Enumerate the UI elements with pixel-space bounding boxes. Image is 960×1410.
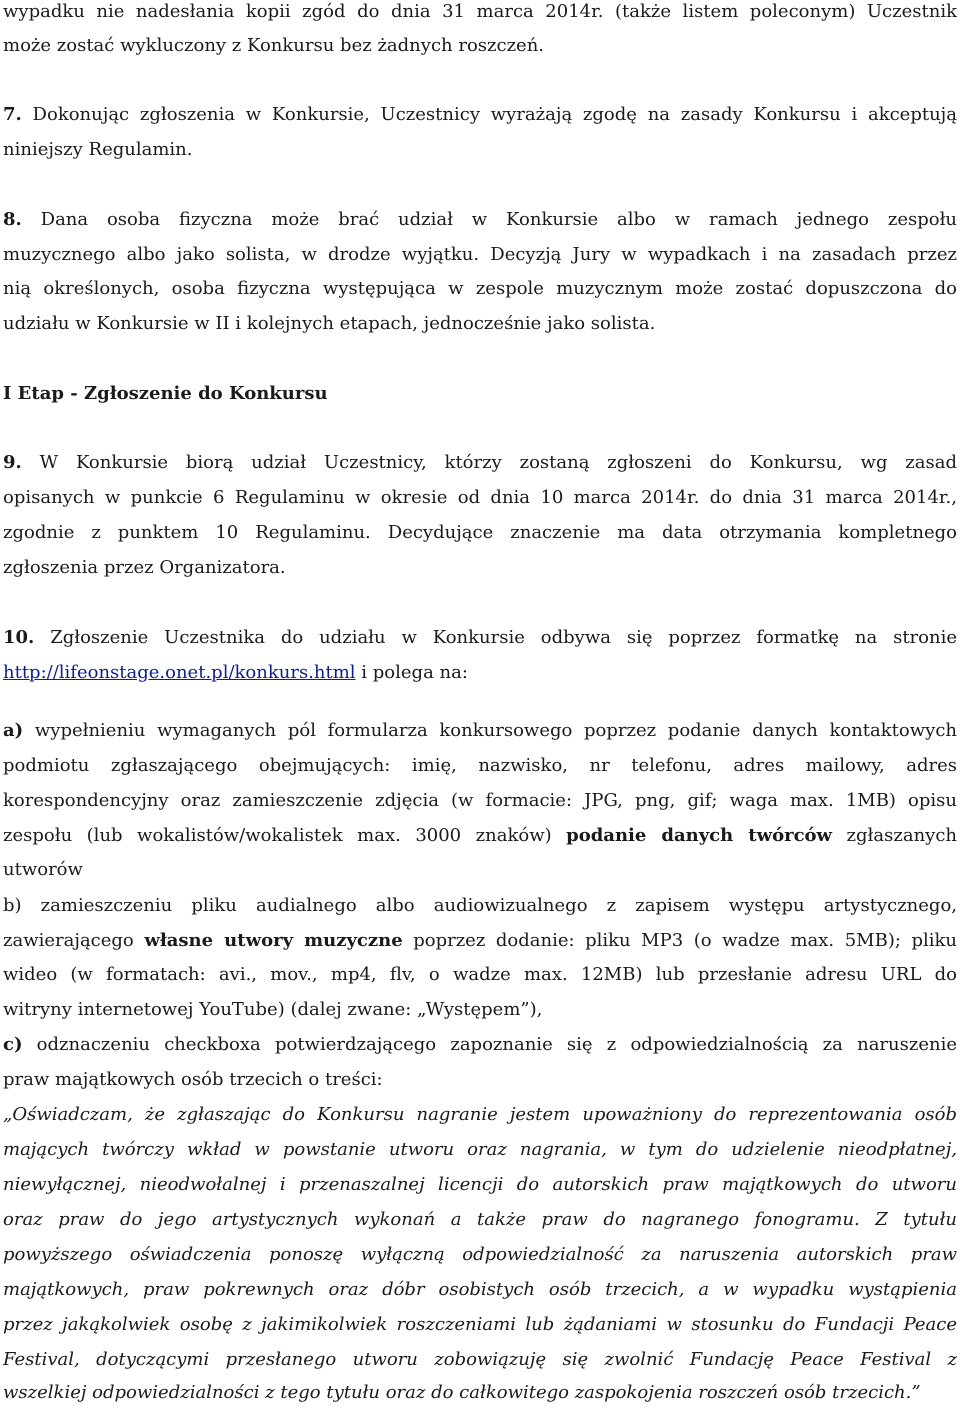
item-c-label: c): [3, 1034, 23, 1055]
item-a-line: [3, 716, 957, 746]
para8-line: udziału w Konkursie w II i kolejnych etapach, jednocześnie jako solista.: [3, 313, 656, 334]
para10-number: 10.: [3, 627, 35, 648]
quote-line: niewyłącznej, nieodwołalnej i przenaszalnej licencji do autorskich praw majątkowych do utworu: [3, 1174, 957, 1195]
para9-number: 9.: [3, 452, 22, 473]
quote-line: wszelkiej odpowiedzialności z tego tytułu oraz do całkowitego zaspokojenia roszczeń osób trzecich.”: [3, 1382, 921, 1403]
para10-text: i polega na:: [355, 662, 468, 683]
contest-link[interactable]: http://lifeonstage.onet.pl/konkurs.html: [3, 662, 356, 683]
item-a-bold-text: podanie danych twórców: [566, 825, 833, 846]
para8-line: nią określonych, osoba fizyczna występująca w zespole muzycznym może zostać dopuszczona do: [3, 278, 957, 299]
para10-line: [3, 623, 957, 653]
para7-text: Dokonując zgłoszenia w Konkursie, Uczestnicy wyrażają zgodę na zasady Konkursu i akceptują: [21, 104, 957, 125]
item-a-text: zgłaszanych: [832, 825, 957, 846]
para8-line: muzycznego albo jako solista, w drodze wyjątku. Decyzją Jury w wypadkach i na zasadach przez: [3, 244, 957, 265]
quote-line: „Oświadczam, że zgłaszając do Konkursu nagranie jestem upoważniony do reprezentowania osób: [3, 1104, 957, 1125]
item-c-line: [3, 1030, 957, 1060]
item-b-text: poprzez dodanie: pliku MP3 (o wadze max. 5MB); pliku: [402, 930, 957, 951]
item-b-bold-text: własne utwory muzyczne: [144, 930, 403, 951]
para10-text: Zgłoszenie Uczestnika do udziału w Konkursie odbywa się poprzez formatkę na stronie: [34, 627, 957, 648]
quote-line: przez jakąkolwiek osobę z jakimikolwiek roszczeniami lub żądaniami w stosunku do Fundacji Peace: [3, 1314, 957, 1335]
para8-number: 8.: [3, 209, 22, 230]
para8-text: Dana osoba fizyczna może brać udział w Konkursie albo w ramach jednego zespołu: [21, 209, 957, 230]
quote-line: oraz praw do jego artystycznych wykonań a także praw do nagranego fonogramu. Z tytułu: [3, 1209, 957, 1230]
para8-line: [3, 205, 957, 235]
item-a-text: wypełnieniu wymaganych pól formularza konkursowego poprzez podanie danych kontaktowych: [23, 720, 957, 741]
quote-line: majątkowych, praw pokrewnych oraz dóbr osobistych osób trzecich, a w wypadku wystąpienia: [3, 1279, 957, 1300]
item-b-line: b) zamieszczeniu pliku audialnego albo audiowizualnego z zapisem występu artystycznego,: [3, 895, 957, 916]
item-c-text: odznaczeniu checkboxa potwierdzającego zapoznanie się z odpowiedzialnością za naruszenie: [22, 1034, 957, 1055]
item-c-line: praw majątkowych osób trzecich o treści:: [3, 1069, 383, 1090]
para9-line: zgłoszenia przez Organizatora.: [3, 557, 286, 578]
para6-line: wypadku nie nadesłania kopii zgód do dnia 31 marca 2014r. (także listem poleconym) Uczestnik: [3, 1, 957, 22]
item-a-line: podmiotu zgłaszającego obejmujących: imię, nazwisko, nr telefonu, adres mailowy, adres: [3, 755, 957, 776]
item-b-line: [3, 926, 957, 956]
quote-line: powyższego oświadczenia ponoszę wyłączną odpowiedzialność za naruszenia autorskich praw: [3, 1244, 957, 1265]
para9-line: opisanych w punkcie 6 Regulaminu w okresie od dnia 10 marca 2014r. do dnia 31 marca 2014r.,: [3, 487, 957, 508]
quote-line: mających twórczy wkład w powstanie utworu oraz nagrania, w tym do udzielenie nieodpłatnej,: [3, 1139, 957, 1160]
item-a-text: zespołu (lub wokalistów/wokalistek max. 3000 znaków): [3, 825, 567, 846]
para9-line: [3, 448, 957, 478]
item-a-line: korespondencyjny oraz zamieszczenie zdjęcia (w formacie: JPG, png, gif; waga max. 1MB) opisu: [3, 790, 957, 811]
item-a-line: [3, 821, 957, 851]
item-b-line: wideo (w formatach: avi., mov., mp4, flv, o wadze max. 12MB) lub przesłanie adresu URL do: [3, 964, 957, 985]
item-a-line: utworów: [3, 859, 83, 880]
para9-line: zgodnie z punktem 10 Regulaminu. Decydujące znaczenie ma data otrzymania kompletnego: [3, 522, 957, 543]
item-a-label: a): [3, 720, 24, 741]
item-b-line: witryny internetowej YouTube) (dalej zwane: „Występem”),: [3, 999, 543, 1020]
para7-line: [3, 100, 957, 130]
section-heading: I Etap - Zgłoszenie do Konkursu: [3, 383, 328, 404]
item-b-text: zawierającego: [3, 930, 145, 951]
quote-line: Festival, dotyczącymi przesłanego utworu zobowiązuję się zwolnić Fundację Peace Festival z: [3, 1349, 957, 1370]
para6-line: może zostać wykluczony z Konkursu bez żadnych roszczeń.: [3, 35, 545, 56]
para9-text: W Konkursie biorą udział Uczestnicy, którzy zostaną zgłoszeni do Konkursu, wg zasad: [21, 452, 957, 473]
para7-line: niniejszy Regulamin.: [3, 139, 193, 160]
para7-number: 7.: [3, 104, 22, 125]
para10-line: [3, 658, 957, 688]
